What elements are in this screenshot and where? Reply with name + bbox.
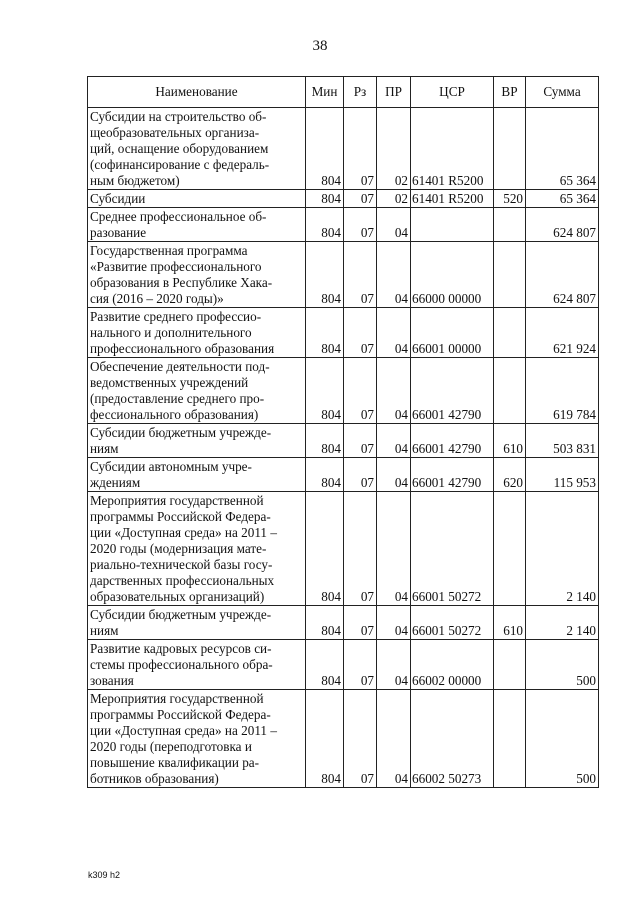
table-row <box>88 208 599 242</box>
cell-pr: 04 <box>377 208 411 242</box>
cell-vr <box>494 492 526 606</box>
cell-min: 804 <box>306 358 344 424</box>
cell-sum: 65 364 <box>526 108 599 190</box>
cell-rz: 07 <box>344 492 377 606</box>
header-min: Мин <box>306 77 344 108</box>
cell-vr: 620 <box>494 458 526 492</box>
row-name-line: «Развитие профессионального <box>90 259 262 274</box>
cell-sum: 624 807 <box>526 208 599 242</box>
row-name-line: щеобразовательных организа- <box>90 125 260 140</box>
cell-vr <box>494 358 526 424</box>
row-name-line: программы Российской Федера- <box>90 707 271 722</box>
header-rz: Рз <box>344 77 377 108</box>
cell-pr: 04 <box>377 358 411 424</box>
cell-csr: 66001 50272 <box>411 492 494 606</box>
cell-rz: 07 <box>344 606 377 640</box>
header-pr: ПР <box>377 77 411 108</box>
page-number: 38 <box>312 38 328 54</box>
cell-csr: 66002 00000 <box>411 640 494 690</box>
cell-pr: 02 <box>377 108 411 190</box>
row-name-line: образовательных организаций) <box>90 589 265 604</box>
cell-rz: 07 <box>344 690 377 788</box>
cell-min: 804 <box>306 308 344 358</box>
cell-sum: 115 953 <box>526 458 599 492</box>
row-name-line: образования в Республике Хака- <box>90 275 273 290</box>
row-name <box>88 242 306 308</box>
row-name <box>88 492 306 606</box>
cell-sum: 2 140 <box>526 492 599 606</box>
table-row <box>88 424 599 458</box>
cell-pr: 04 <box>377 690 411 788</box>
table-row <box>88 242 599 308</box>
row-name-line: Развитие среднего профессио- <box>90 309 262 324</box>
cell-sum: 500 <box>526 640 599 690</box>
cell-min: 804 <box>306 492 344 606</box>
cell-min: 804 <box>306 640 344 690</box>
cell-min: 804 <box>306 190 344 208</box>
row-name-line: ждениям <box>90 475 141 490</box>
cell-vr: 610 <box>494 606 526 640</box>
row-name <box>88 424 306 458</box>
cell-pr: 04 <box>377 242 411 308</box>
cell-vr: 610 <box>494 424 526 458</box>
row-name-line: ции «Доступная среда» на 2011 – <box>90 525 277 540</box>
cell-pr: 02 <box>377 190 411 208</box>
budget-table <box>87 76 599 788</box>
cell-rz: 07 <box>344 358 377 424</box>
table-row <box>88 640 599 690</box>
cell-vr <box>494 108 526 190</box>
row-name-line: Субсидии бюджетным учрежде- <box>90 607 272 622</box>
row-name-line: зования <box>90 673 134 688</box>
row-name-line: сия (2016 – 2020 годы)» <box>90 291 224 306</box>
cell-rz: 07 <box>344 458 377 492</box>
row-name-line: Развитие кадровых ресурсов си- <box>90 641 272 656</box>
cell-sum: 624 807 <box>526 242 599 308</box>
cell-min: 804 <box>306 458 344 492</box>
row-name-line: разование <box>90 225 147 240</box>
cell-csr: 66001 42790 <box>411 424 494 458</box>
row-name-line: повышение квалификации ра- <box>90 755 260 770</box>
row-name <box>88 208 306 242</box>
row-name <box>88 308 306 358</box>
cell-pr: 04 <box>377 492 411 606</box>
row-name <box>88 358 306 424</box>
row-name-line: программы Российской Федера- <box>90 509 271 524</box>
row-name-line: ботников образования) <box>90 771 219 786</box>
cell-rz: 07 <box>344 108 377 190</box>
cell-csr: 66001 50272 <box>411 606 494 640</box>
row-name-line: Государственная программа <box>90 243 248 258</box>
table-body <box>88 108 599 788</box>
row-name-line: (предоставление среднего про- <box>90 391 265 406</box>
cell-vr <box>494 690 526 788</box>
table-header-row <box>88 77 599 108</box>
row-name-line: Обеспечение деятельности под- <box>90 359 270 374</box>
cell-sum: 65 364 <box>526 190 599 208</box>
header-name: Наименование <box>88 77 306 108</box>
cell-rz: 07 <box>344 640 377 690</box>
row-name-line: Мероприятия государственной <box>90 493 264 508</box>
row-name-line: профессионального образования <box>90 341 275 356</box>
cell-pr: 04 <box>377 308 411 358</box>
row-name-line: дарственных профессиональных <box>90 573 275 588</box>
cell-sum: 2 140 <box>526 606 599 640</box>
cell-sum: 500 <box>526 690 599 788</box>
cell-rz: 07 <box>344 242 377 308</box>
cell-csr: 61401 R5200 <box>411 108 494 190</box>
row-name <box>88 190 306 208</box>
row-name-line: Субсидии автономным учре- <box>90 459 252 474</box>
table-row <box>88 492 599 606</box>
table-row <box>88 308 599 358</box>
cell-pr: 04 <box>377 606 411 640</box>
row-name <box>88 458 306 492</box>
row-name-line: ным бюджетом) <box>90 173 180 188</box>
cell-rz: 07 <box>344 208 377 242</box>
row-name-line: стемы профессионального обра- <box>90 657 273 672</box>
cell-sum: 619 784 <box>526 358 599 424</box>
row-name-line: риально-технической базы госу- <box>90 557 273 572</box>
cell-rz: 07 <box>344 190 377 208</box>
footer-code: k309 h2 <box>88 870 121 880</box>
cell-csr: 66001 00000 <box>411 308 494 358</box>
cell-vr <box>494 242 526 308</box>
cell-pr: 04 <box>377 424 411 458</box>
cell-pr: 04 <box>377 458 411 492</box>
header-csr: ЦСР <box>411 77 494 108</box>
row-name-line: ниям <box>90 441 119 456</box>
cell-min: 804 <box>306 690 344 788</box>
cell-min: 804 <box>306 108 344 190</box>
cell-rz: 07 <box>344 308 377 358</box>
header-sum: Сумма <box>526 77 599 108</box>
row-name-line: Мероприятия государственной <box>90 691 264 706</box>
row-name <box>88 690 306 788</box>
row-name-line: нального и дополнительного <box>90 325 252 340</box>
cell-min: 804 <box>306 606 344 640</box>
cell-csr: 61401 R5200 <box>411 190 494 208</box>
cell-vr <box>494 308 526 358</box>
row-name-line: Среднее профессиональное об- <box>90 209 267 224</box>
cell-min: 804 <box>306 424 344 458</box>
cell-csr: 66001 42790 <box>411 358 494 424</box>
header-vr: ВР <box>494 77 526 108</box>
table-row <box>88 358 599 424</box>
table-row <box>88 190 599 208</box>
row-name <box>88 640 306 690</box>
cell-csr: 66002 50273 <box>411 690 494 788</box>
cell-csr <box>411 208 494 242</box>
row-name-line: ций, оснащение оборудованием <box>90 141 269 156</box>
cell-vr <box>494 640 526 690</box>
row-name-line: Субсидии бюджетным учрежде- <box>90 425 272 440</box>
cell-vr: 520 <box>494 190 526 208</box>
row-name <box>88 606 306 640</box>
cell-csr: 66001 42790 <box>411 458 494 492</box>
table-row <box>88 606 599 640</box>
row-name-line: Субсидии на строительство об- <box>90 109 267 124</box>
cell-csr: 66000 00000 <box>411 242 494 308</box>
row-name-line: 2020 годы (модернизация мате- <box>90 541 267 556</box>
row-name-line: 2020 годы (переподготовка и <box>90 739 252 754</box>
cell-pr: 04 <box>377 640 411 690</box>
cell-min: 804 <box>306 242 344 308</box>
row-name-line: ведомственных учреждений <box>90 375 249 390</box>
cell-sum: 621 924 <box>526 308 599 358</box>
row-name-line: Субсидии <box>90 191 146 206</box>
row-name-line: фессионального образования) <box>90 407 259 422</box>
cell-vr <box>494 208 526 242</box>
table-row <box>88 108 599 190</box>
cell-rz: 07 <box>344 424 377 458</box>
table-row <box>88 458 599 492</box>
cell-min: 804 <box>306 208 344 242</box>
row-name <box>88 108 306 190</box>
cell-sum: 503 831 <box>526 424 599 458</box>
row-name-line: (софинансирование с федераль- <box>90 157 270 172</box>
row-name-line: ции «Доступная среда» на 2011 – <box>90 723 277 738</box>
row-name-line: ниям <box>90 623 119 638</box>
table-row <box>88 690 599 788</box>
